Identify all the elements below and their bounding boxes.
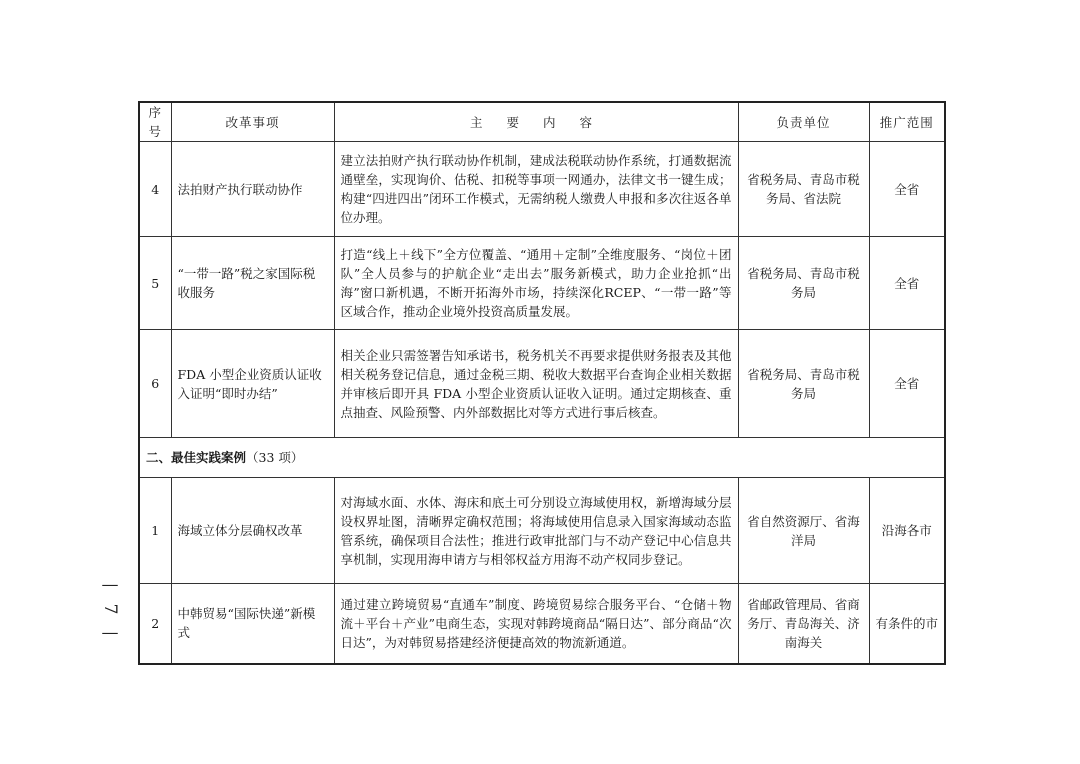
table-header-row	[139, 102, 945, 142]
header-no: 序号	[139, 102, 171, 142]
row-number: 2	[139, 584, 171, 664]
promotion-scope: 全省	[869, 142, 945, 237]
reform-items-table	[138, 101, 946, 665]
row-number: 5	[139, 237, 171, 330]
main-content: 对海域水面、水体、海床和底土可分别设立海域使用权，新增海域分层设权界址图，清晰界定确权范围；将海域使用信息录入国家海域动态监管系统，确保项目合法性；推进行政审批部门与不动产登记中心信息共享机制，实现用海申请方与相邻权益方用海不动产权同步登记。	[334, 478, 738, 584]
main-content: 通过建立跨境贸易“直通车”制度、跨境贸易综合服务平台、“仓储＋物流＋平台＋产业”电商生态，实现对韩跨境商品“隔日达”、部分商品“次日达”，为对韩贸易搭建经济便捷高效的物流新通道。	[334, 584, 738, 664]
section-count: （33 项）	[246, 450, 304, 465]
page-number	[98, 576, 122, 642]
responsible-unit: 省自然资源厅、省海洋局	[738, 478, 869, 584]
responsible-unit: 省税务局、青岛市税务局	[738, 237, 869, 330]
table-row	[139, 478, 945, 584]
promotion-scope: 全省	[869, 237, 945, 330]
main-content: 建立法拍财产执行联动协作机制，建成法税联动协作系统，打通数据流通壁垒，实现询价、估税、扣税等事项一网通办，法律文书一键生成；构建“四进四出”闭环工作模式，无需纳税人缴费人申报和多次往返各单位办理。	[334, 142, 738, 237]
responsible-unit: 省税务局、青岛市税务局、省法院	[738, 142, 869, 237]
header-content: 主 要 内 容	[334, 102, 738, 142]
table-row	[139, 330, 945, 438]
table-row	[139, 584, 945, 664]
table-row	[139, 237, 945, 330]
header-scope: 推广范围	[869, 102, 945, 142]
main-content: 相关企业只需签署告知承诺书，税务机关不再要求提供财务报表及其他相关税务登记信息，通过金税三期、税收大数据平台查询企业相关数据并审核后即开具 FDA 小型企业资质认证收入证明。通过定期核查、重点抽查、风险预警、内外部数据比对等方式进行事后核查。	[334, 330, 738, 438]
reform-item: “一带一路”税之家国际税收服务	[171, 237, 334, 330]
responsible-unit: 省税务局、青岛市税务局	[738, 330, 869, 438]
row-number: 4	[139, 142, 171, 237]
page-dash-top: —	[101, 575, 119, 595]
reform-item: 中韩贸易“国际快递”新模式	[171, 584, 334, 664]
reform-item: 海域立体分层确权改革	[171, 478, 334, 584]
section-title: 二、最佳实践案例	[146, 450, 247, 465]
promotion-scope: 有条件的市	[869, 584, 945, 664]
section-header-row	[139, 438, 945, 478]
reform-item: FDA 小型企业资质认证收入证明“即时办结”	[171, 330, 334, 438]
header-unit: 负责单位	[738, 102, 869, 142]
reform-item: 法拍财产执行联动协作	[171, 142, 334, 237]
section-title-cell	[139, 438, 945, 478]
table-row	[139, 142, 945, 237]
promotion-scope: 沿海各市	[869, 478, 945, 584]
promotion-scope: 全省	[869, 330, 945, 438]
row-number: 6	[139, 330, 171, 438]
main-content: 打造“线上＋线下”全方位覆盖、“通用＋定制”全维度服务、“岗位＋团队”全人员参与的护航企业“走出去”服务新模式，助力企业抢抓“出海”窗口新机遇，不断开拓海外市场，持续深化RCEP、“一带一路”等区域合作，推动企业境外投资高质量发展。	[334, 237, 738, 330]
page-digit: 7	[100, 603, 120, 615]
responsible-unit: 省邮政管理局、省商务厅、青岛海关、济南海关	[738, 584, 869, 664]
page-dash-bottom: —	[101, 623, 119, 643]
row-number: 1	[139, 478, 171, 584]
header-item: 改革事项	[171, 102, 334, 142]
